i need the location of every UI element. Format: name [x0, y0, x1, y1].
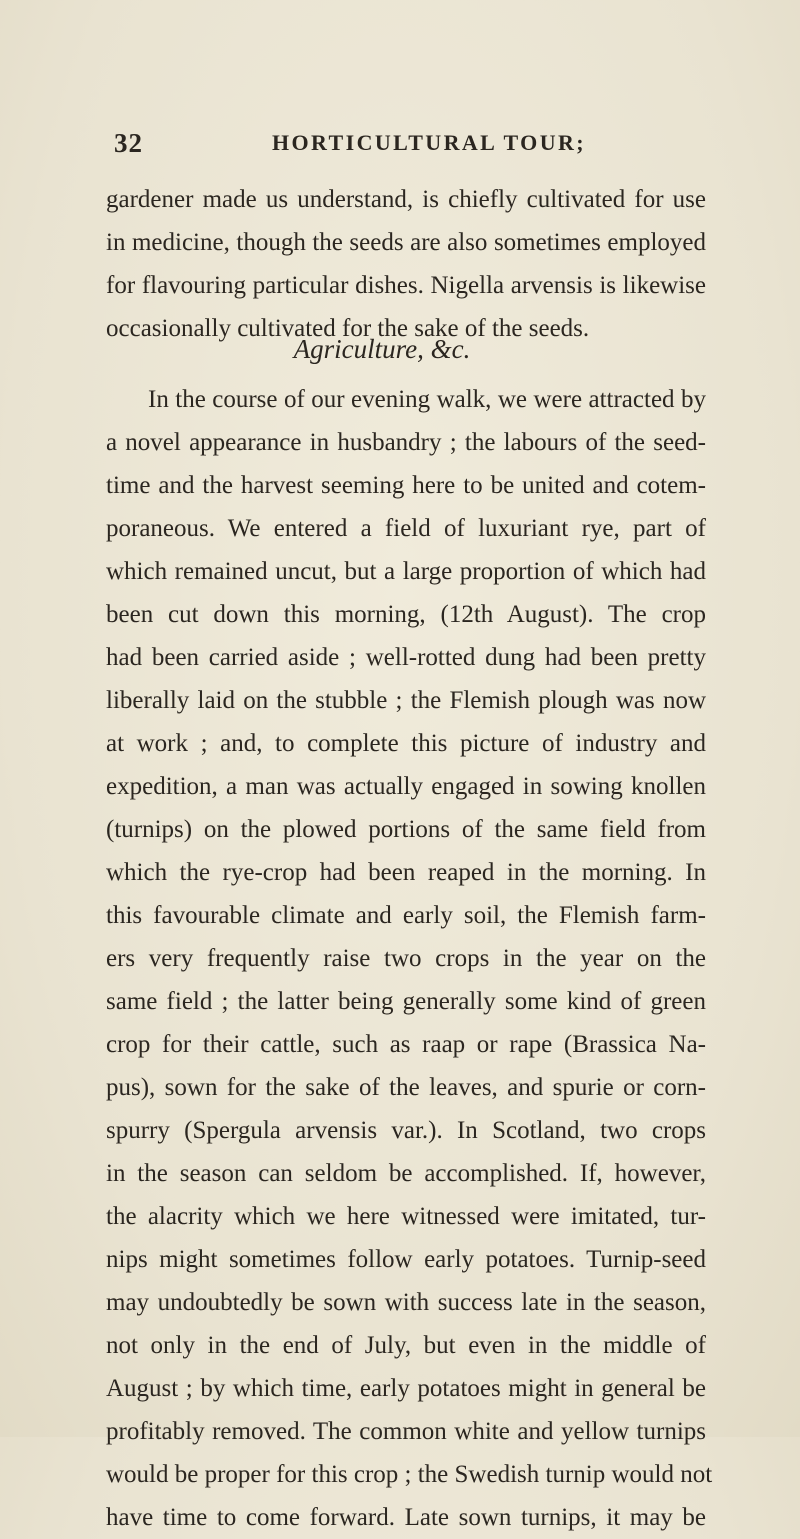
text-line: may undoubtedly be sown with success late in the season,	[106, 1289, 706, 1316]
text-line: which the rye-crop had been reaped in the morning. In	[106, 859, 706, 886]
text-line: gardener made us understand, is chiefly cultivated for use	[106, 186, 706, 213]
text-line: time and the harvest seeming here to be united and cotem-	[106, 472, 706, 499]
text-line: in the season can seldom be accomplished. If, however,	[106, 1160, 706, 1187]
text-line: pus), sown for the sake of the leaves, and spurie or corn-	[106, 1074, 706, 1101]
text-line: in medicine, though the seeds are also sometimes employed	[106, 229, 706, 256]
text-line: profitably removed. The common white and yellow turnips	[106, 1418, 706, 1445]
text-line: occasionally cultivated for the sake of the seeds.	[106, 315, 590, 342]
text-line: not only in the end of July, but even in the middle of	[106, 1332, 706, 1359]
page-number: 32	[114, 128, 143, 158]
text-line: had been carried aside ; well-rotted dung had been pretty	[106, 644, 706, 671]
text-line: a novel appearance in husbandry ; the labours of the seed-	[106, 429, 706, 456]
text-line: In the course of our evening walk, we were attracted by	[148, 386, 706, 413]
text-line: for flavouring particular dishes. Nigella arvensis is likewise	[106, 272, 706, 299]
running-head	[0, 128, 800, 160]
text-line: ers very frequently raise two crops in the year on the	[106, 945, 706, 972]
running-title: HORTICULTURAL TOUR;	[272, 130, 586, 155]
section-heading: Agriculture, &c.	[293, 334, 471, 364]
text-line: expedition, a man was actually engaged in sowing knollen	[106, 773, 706, 800]
text-line: nips might sometimes follow early potatoes. Turnip-seed	[106, 1246, 706, 1273]
text-line: (turnips) on the plowed portions of the same field from	[106, 816, 706, 843]
text-line: August ; by which time, early potatoes might in general be	[106, 1375, 706, 1402]
text-line: liberally laid on the stubble ; the Flemish plough was now	[106, 687, 706, 714]
text-line: at work ; and, to complete this picture of industry and	[106, 730, 706, 757]
text-line: this favourable climate and early soil, the Flemish farm-	[106, 902, 706, 929]
text-line: the alacrity which we here witnessed were imitated, tur-	[106, 1203, 706, 1230]
text-line: been cut down this morning, (12th August). The crop	[106, 601, 706, 628]
text-line: have time to come forward. Late sown turnips, it may be	[106, 1504, 706, 1531]
text-line: same field ; the latter being generally some kind of green	[106, 988, 706, 1015]
text-line: would be proper for this crop ; the Swedish turnip would not	[106, 1461, 713, 1488]
text-line: crop for their cattle, such as raap or rape (Brassica Na-	[106, 1031, 706, 1058]
text-line: poraneous. We entered a field of luxuriant rye, part of	[106, 515, 706, 542]
text-line: which remained uncut, but a large proportion of which had	[106, 558, 706, 585]
paragraph-2	[106, 378, 713, 1539]
paragraph-1	[106, 178, 706, 350]
text-line: spurry (Spergula arvensis var.). In Scotland, two crops	[106, 1117, 706, 1144]
